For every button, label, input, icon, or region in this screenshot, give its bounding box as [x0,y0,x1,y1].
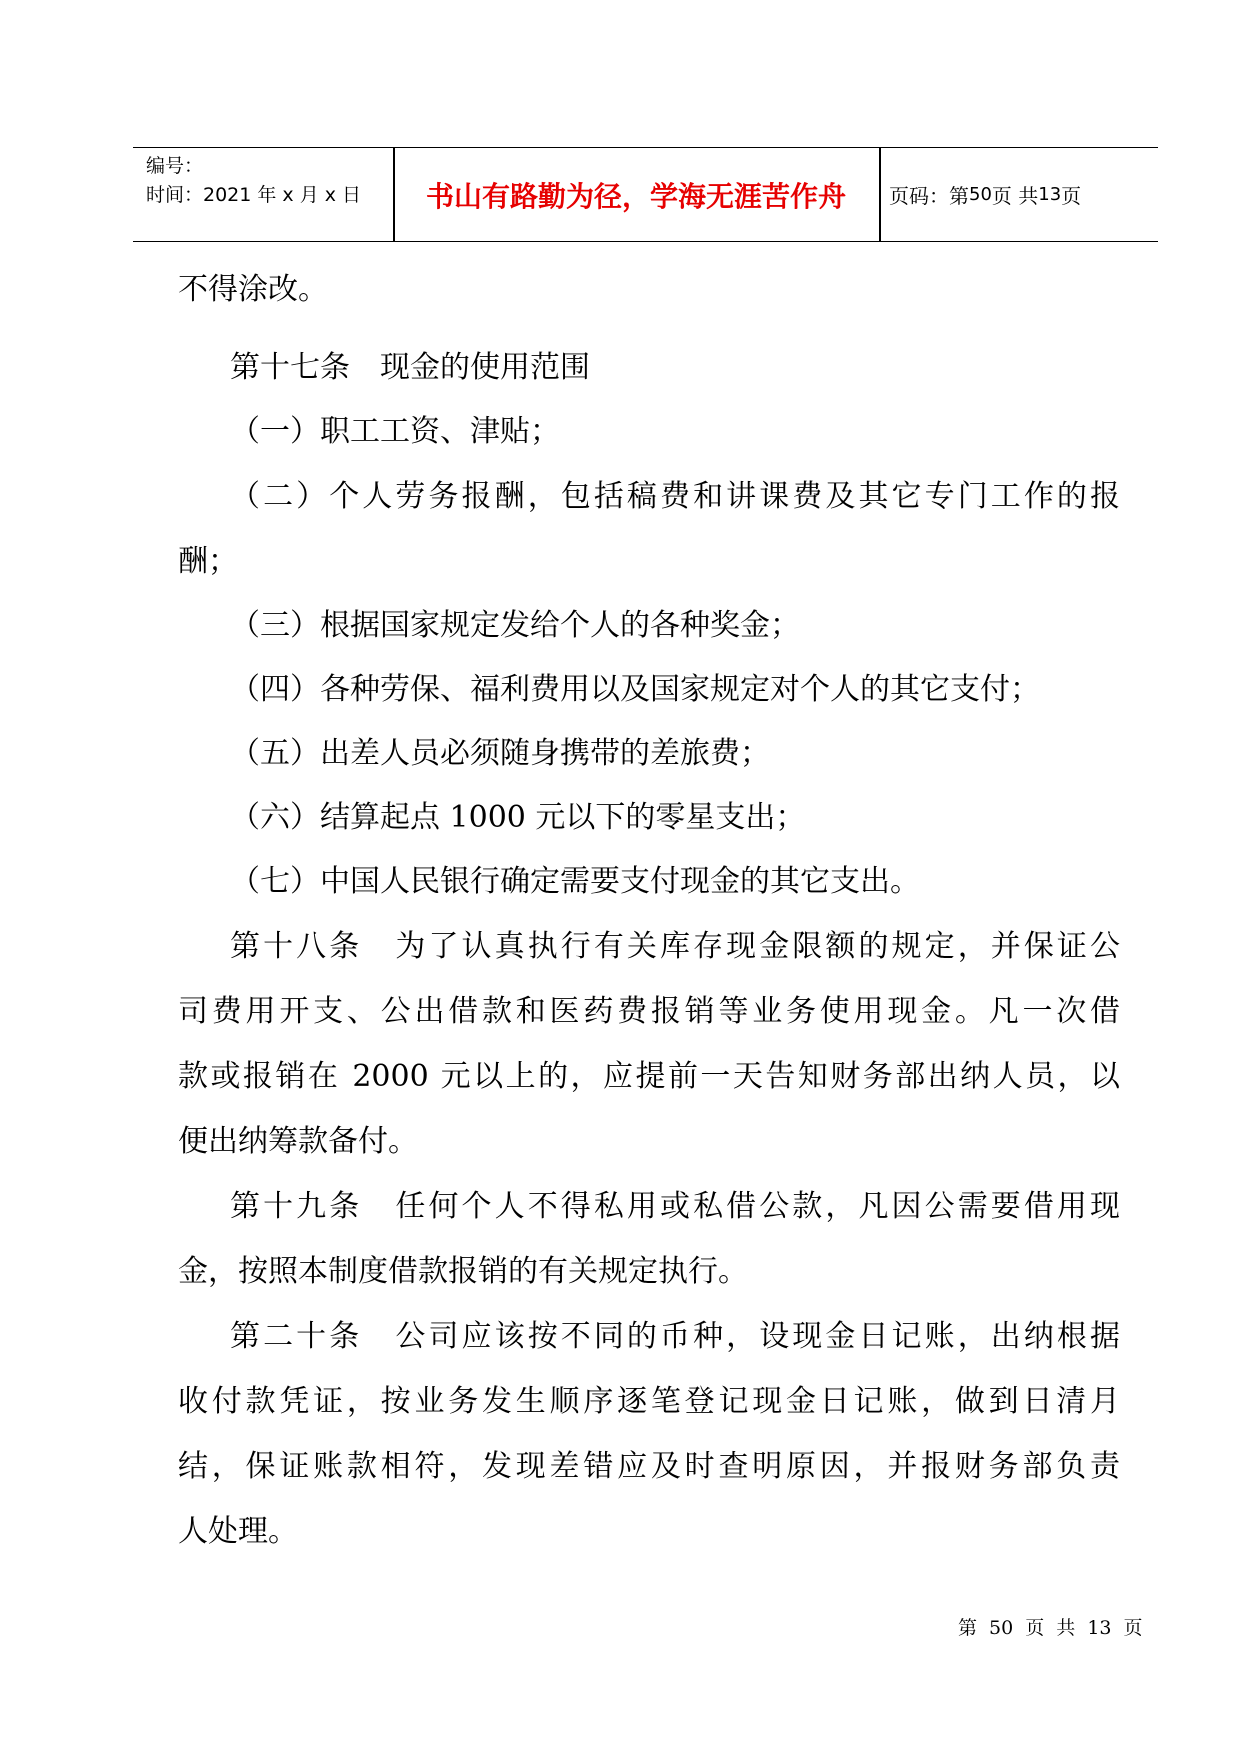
page-number: 50 [969,184,992,205]
article-text: 第十八条 为了认真执行有关库存现金限额的规定，并保证公 [230,929,1120,964]
text-line: 款或报销在 2000 元以上的，应提前一天告知财务部出纳人员，以 [178,1059,1120,1094]
text-line: 酬； [178,544,238,579]
document-header [133,147,1158,242]
header-motto: 书山有路勤为径，学海无涯苦作舟 [425,179,846,213]
list-item: （三）根据国家规定发给个人的各种奖金； [230,608,800,643]
header-serial-label: 编号： [146,155,204,177]
list-item: （五）出差人员必须随身携带的差旅费； [230,736,770,771]
article-heading: 第十七条 现金的使用范围 [230,350,590,385]
text-line: 人处理。 [178,1514,298,1549]
page-suffix: 页 [1061,184,1082,208]
page-mid: 页 共 [991,184,1039,208]
page-footer: 第 50 页 共 13 页 [958,1617,1143,1639]
article-text: 第二十条 公司应该按不同的币种，设现金日记账，出纳根据 [230,1319,1120,1354]
header-date: 时间：2021 年 x 月 x 日 [146,184,362,206]
header-divider-right [879,148,881,241]
text-line: 便出纳筹款备付。 [178,1124,418,1159]
text-line: 司费用开支、公出借款和医药费报销等业务使用现金。凡一次借 [178,994,1120,1029]
page-total: 13 [1038,184,1062,205]
text-line: 金，按照本制度借款报销的有关规定执行。 [178,1254,748,1289]
text-line: 结，保证账款相符，发现差错应及时查明原因，并报财务部负责 [178,1449,1120,1484]
header-meta [146,152,361,210]
page-prefix: 页码：第 [889,184,969,208]
list-item: （七）中国人民银行确定需要支付现金的其它支出。 [230,864,920,899]
list-item: （六）结算起点 1000 元以下的零星支出； [230,800,806,835]
header-divider-left [393,148,395,241]
list-item: （一）职工工资、津贴； [230,414,560,449]
header-page-info [889,148,1081,241]
article-text: 第十九条 任何个人不得私用或私借公款，凡因公需要借用现 [230,1189,1120,1224]
list-item: （四）各种劳保、福利费用以及国家规定对个人的其它支付； [230,672,1040,707]
text-line: 不得涂改。 [178,272,328,307]
text-line: 收付款凭证，按业务发生顺序逐笔登记现金日记账，做到日清月 [178,1384,1120,1419]
list-item: （二）个人劳务报酬，包括稿费和讲课费及其它专门工作的报 [230,479,1120,514]
